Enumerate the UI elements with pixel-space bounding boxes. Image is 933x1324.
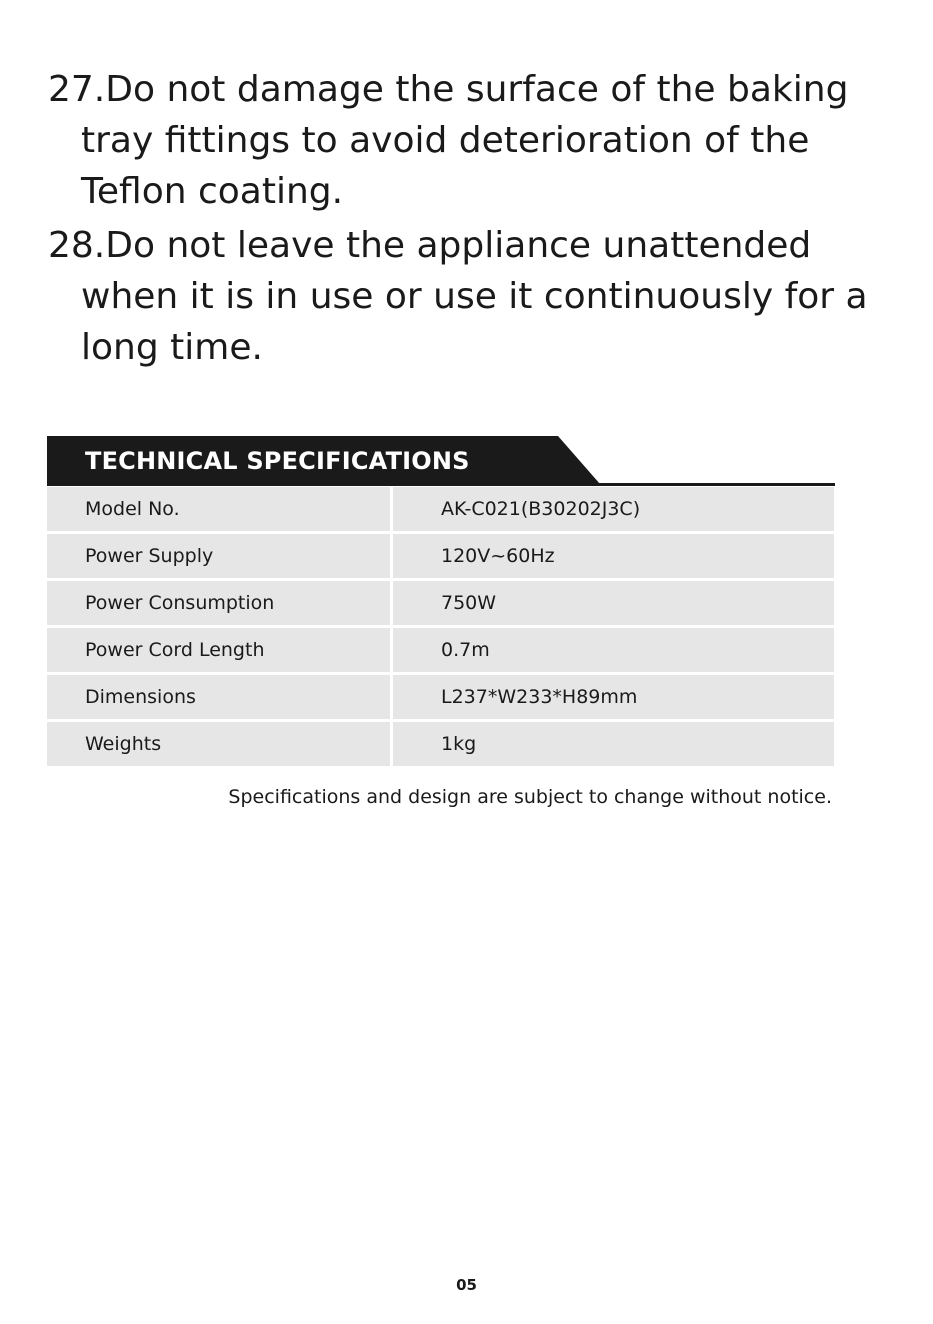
instruction-27-text-1: Do not damage the surface of the baking: [105, 69, 849, 110]
spec-row: [47, 722, 834, 766]
spec-value-cord-length: 0.7m: [393, 628, 834, 672]
instruction-27-line-3: Teflon coating.: [81, 171, 344, 212]
spec-value-model: AK-C021(B30202J3C): [393, 487, 834, 531]
spec-label-power-consumption: Power Consumption: [47, 581, 390, 625]
spec-row: [47, 534, 834, 578]
spec-row: [47, 675, 834, 719]
spec-row: [47, 487, 834, 531]
instruction-27-number: 27.: [48, 69, 106, 110]
instruction-27-line-1: [48, 64, 848, 115]
instruction-item-28: [48, 220, 868, 373]
spec-row: [47, 628, 834, 672]
page-number: 05: [456, 1276, 477, 1294]
spec-table: [47, 487, 834, 769]
instruction-28-number: 28.: [48, 225, 106, 266]
spec-label-cord-length: Power Cord Length: [47, 628, 390, 672]
spec-label-dimensions: Dimensions: [47, 675, 390, 719]
spec-label-model: Model No.: [47, 487, 390, 531]
instruction-28-text-1: Do not leave the appliance unattended: [105, 225, 812, 266]
spec-value-power-consumption: 750W: [393, 581, 834, 625]
spec-row: [47, 581, 834, 625]
instruction-item-27: [48, 64, 848, 217]
spec-value-dimensions: L237*W233*H89mm: [393, 675, 834, 719]
instruction-28-line-3: long time.: [81, 327, 263, 368]
spec-label-power-supply: Power Supply: [47, 534, 390, 578]
spec-value-weights: 1kg: [393, 722, 834, 766]
spec-value-power-supply: 120V~60Hz: [393, 534, 834, 578]
spec-label-weights: Weights: [47, 722, 390, 766]
instruction-28-line-1: [48, 220, 848, 271]
instruction-27-line-2: tray fittings to avoid deterioration of the: [81, 120, 810, 161]
spec-title: TECHNICAL SPECIFICATIONS: [85, 447, 470, 475]
spec-section-header: [47, 436, 835, 487]
instruction-28-line-2: when it is in use or use it continuously for a: [81, 276, 868, 317]
spec-disclaimer-note: Specifications and design are subject to change without notice.: [228, 786, 832, 808]
